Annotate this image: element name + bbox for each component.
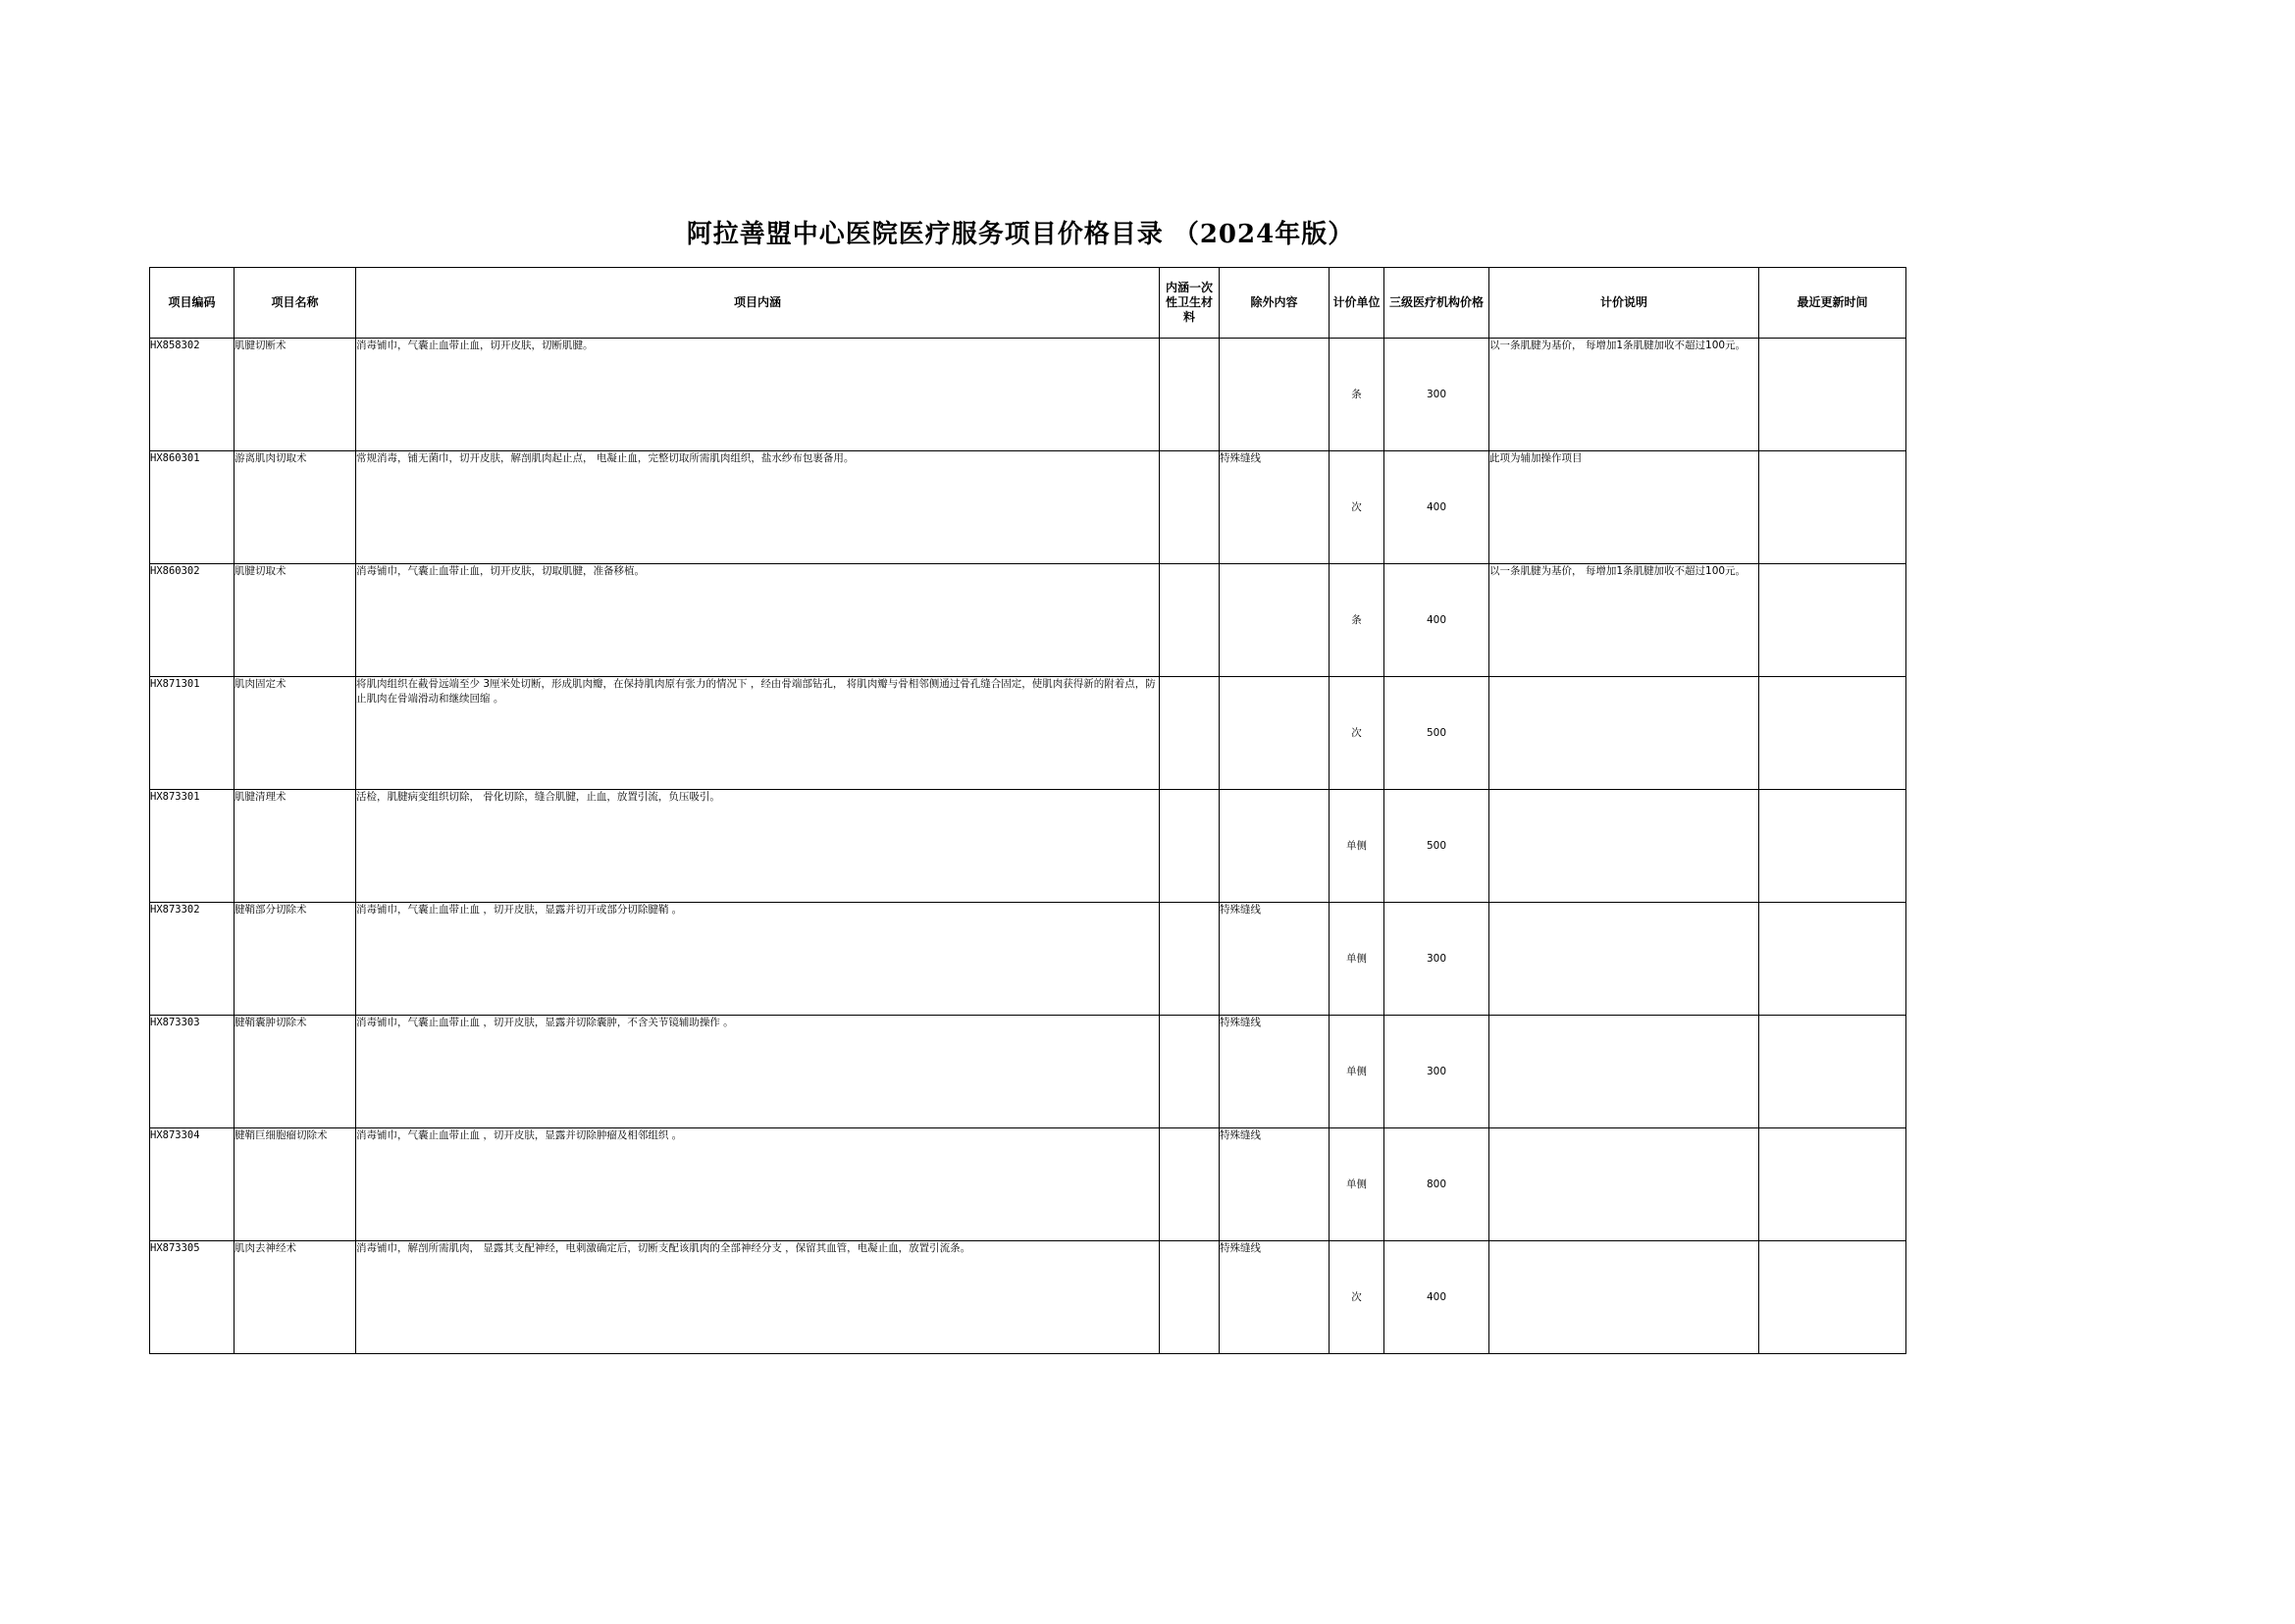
cell-name: 腱鞘巨细胞瘤切除术 xyxy=(235,1128,356,1241)
cell-code: HX873304 xyxy=(150,1128,235,1241)
cell-name: 肌腱切取术 xyxy=(235,564,356,677)
header-excluded: 除外内容 xyxy=(1220,268,1330,339)
table-row xyxy=(150,1241,1906,1354)
cell-note xyxy=(1489,1128,1759,1241)
cell-unit: 单侧 xyxy=(1330,1128,1384,1241)
cell-name: 游离肌肉切取术 xyxy=(235,451,356,564)
cell-consumable xyxy=(1160,790,1220,903)
cell-code: HX873302 xyxy=(150,903,235,1016)
cell-note xyxy=(1489,903,1759,1016)
cell-price: 800 xyxy=(1384,1128,1489,1241)
cell-price: 300 xyxy=(1384,1016,1489,1128)
cell-content: 常规消毒，铺无菌巾，切开皮肤，解剖肌肉起止点， 电凝止血，完整切取所需肌肉组织，盐水纱布包裹备用。 xyxy=(356,451,1160,564)
cell-content: 活检，肌腱病变组织切除， 骨化切除，缝合肌腱，止血，放置引流，负压吸引。 xyxy=(356,790,1160,903)
cell-content: 消毒铺巾，气囊止血带止血 ，切开皮肤，显露并切除囊肿，不含关节镜辅助操作 。 xyxy=(356,1016,1160,1128)
cell-excluded: 特殊缝线 xyxy=(1220,1128,1330,1241)
cell-excluded: 特殊缝线 xyxy=(1220,903,1330,1016)
cell-note xyxy=(1489,1016,1759,1128)
cell-updated xyxy=(1759,903,1906,1016)
cell-unit: 次 xyxy=(1330,1241,1384,1354)
cell-note xyxy=(1489,1241,1759,1354)
cell-consumable xyxy=(1160,564,1220,677)
cell-name: 肌肉去神经术 xyxy=(235,1241,356,1354)
cell-code: HX873303 xyxy=(150,1016,235,1128)
cell-code: HX871301 xyxy=(150,677,235,790)
cell-updated xyxy=(1759,790,1906,903)
header-updated: 最近更新时间 xyxy=(1759,268,1906,339)
cell-consumable xyxy=(1160,677,1220,790)
cell-excluded: 特殊缝线 xyxy=(1220,451,1330,564)
cell-name: 腱鞘部分切除术 xyxy=(235,903,356,1016)
cell-code: HX873301 xyxy=(150,790,235,903)
cell-note: 此项为辅加操作项目 xyxy=(1489,451,1759,564)
table-row xyxy=(150,790,1906,903)
cell-content: 消毒铺巾，解剖所需肌肉， 显露其支配神经，电刺激确定后，切断支配该肌肉的全部神经分支 ，保留其血管，电凝止血，放置引流条。 xyxy=(356,1241,1160,1354)
cell-name: 肌腱清理术 xyxy=(235,790,356,903)
cell-unit: 单侧 xyxy=(1330,790,1384,903)
table-row xyxy=(150,903,1906,1016)
cell-note xyxy=(1489,677,1759,790)
cell-consumable xyxy=(1160,1241,1220,1354)
cell-updated xyxy=(1759,677,1906,790)
cell-content: 消毒铺巾，气囊止血带止血 ，切开皮肤，显露并切除肿瘤及相邻组织 。 xyxy=(356,1128,1160,1241)
cell-code: HX860302 xyxy=(150,564,235,677)
cell-updated xyxy=(1759,1128,1906,1241)
cell-excluded xyxy=(1220,564,1330,677)
cell-name: 肌腱切断术 xyxy=(235,339,356,451)
cell-price: 300 xyxy=(1384,339,1489,451)
cell-price: 400 xyxy=(1384,564,1489,677)
cell-unit: 单侧 xyxy=(1330,903,1384,1016)
table-row xyxy=(150,1128,1906,1241)
cell-consumable xyxy=(1160,1128,1220,1241)
cell-code: HX873305 xyxy=(150,1241,235,1354)
page-title: 阿拉善盟中心医院医疗服务项目价格目录 （2024年版） xyxy=(686,220,1355,249)
header-name: 项目名称 xyxy=(235,268,356,339)
cell-name: 肌肉固定术 xyxy=(235,677,356,790)
cell-updated xyxy=(1759,339,1906,451)
header-note: 计价说明 xyxy=(1489,268,1759,339)
cell-code: HX858302 xyxy=(150,339,235,451)
cell-name: 腱鞘囊肿切除术 xyxy=(235,1016,356,1128)
cell-unit: 条 xyxy=(1330,339,1384,451)
cell-unit: 条 xyxy=(1330,564,1384,677)
header-content: 项目内涵 xyxy=(356,268,1160,339)
cell-excluded xyxy=(1220,790,1330,903)
cell-content: 消毒铺巾，气囊止血带止血 ，切开皮肤，显露并切开或部分切除腱鞘 。 xyxy=(356,903,1160,1016)
header-code: 项目编码 xyxy=(150,268,235,339)
cell-excluded: 特殊缝线 xyxy=(1220,1016,1330,1128)
cell-unit: 单侧 xyxy=(1330,1016,1384,1128)
header-row xyxy=(150,268,1906,339)
cell-price: 500 xyxy=(1384,677,1489,790)
cell-excluded: 特殊缝线 xyxy=(1220,1241,1330,1354)
cell-content: 将肌肉组织在截骨远端至少 3厘米处切断，形成肌肉瓣，在保持肌肉原有张力的情况下 ，经由骨端部钻孔， 将肌肉瓣与骨相邻侧通过骨孔缝合固定，使肌肉获得新的附着点，防止肌肉在骨端滑动和继续回缩 。 xyxy=(356,677,1160,790)
cell-consumable xyxy=(1160,1016,1220,1128)
cell-note: 以一条肌腱为基价， 每增加1条肌腱加收不超过100元。 xyxy=(1489,339,1759,451)
table-row xyxy=(150,451,1906,564)
cell-unit: 次 xyxy=(1330,451,1384,564)
header-consumable: 内涵一次性卫生材料 xyxy=(1160,268,1220,339)
cell-price: 400 xyxy=(1384,1241,1489,1354)
table-row xyxy=(150,564,1906,677)
table-row xyxy=(150,1016,1906,1128)
cell-consumable xyxy=(1160,339,1220,451)
cell-updated xyxy=(1759,564,1906,677)
cell-excluded xyxy=(1220,339,1330,451)
cell-code: HX860301 xyxy=(150,451,235,564)
cell-updated xyxy=(1759,451,1906,564)
cell-price: 400 xyxy=(1384,451,1489,564)
cell-price: 500 xyxy=(1384,790,1489,903)
cell-content: 消毒铺巾，气囊止血带止血，切开皮肤，切断肌腱。 xyxy=(356,339,1160,451)
header-unit: 计价单位 xyxy=(1330,268,1384,339)
price-table xyxy=(149,267,1906,1354)
cell-content: 消毒铺巾，气囊止血带止血，切开皮肤，切取肌腱，准备移植。 xyxy=(356,564,1160,677)
cell-price: 300 xyxy=(1384,903,1489,1016)
cell-note: 以一条肌腱为基价， 每增加1条肌腱加收不超过100元。 xyxy=(1489,564,1759,677)
header-price: 三级医疗机构价格 xyxy=(1384,268,1489,339)
cell-updated xyxy=(1759,1241,1906,1354)
cell-consumable xyxy=(1160,903,1220,1016)
cell-excluded xyxy=(1220,677,1330,790)
cell-consumable xyxy=(1160,451,1220,564)
cell-updated xyxy=(1759,1016,1906,1128)
cell-unit: 次 xyxy=(1330,677,1384,790)
table-row xyxy=(150,677,1906,790)
table-row xyxy=(150,339,1906,451)
cell-note xyxy=(1489,790,1759,903)
